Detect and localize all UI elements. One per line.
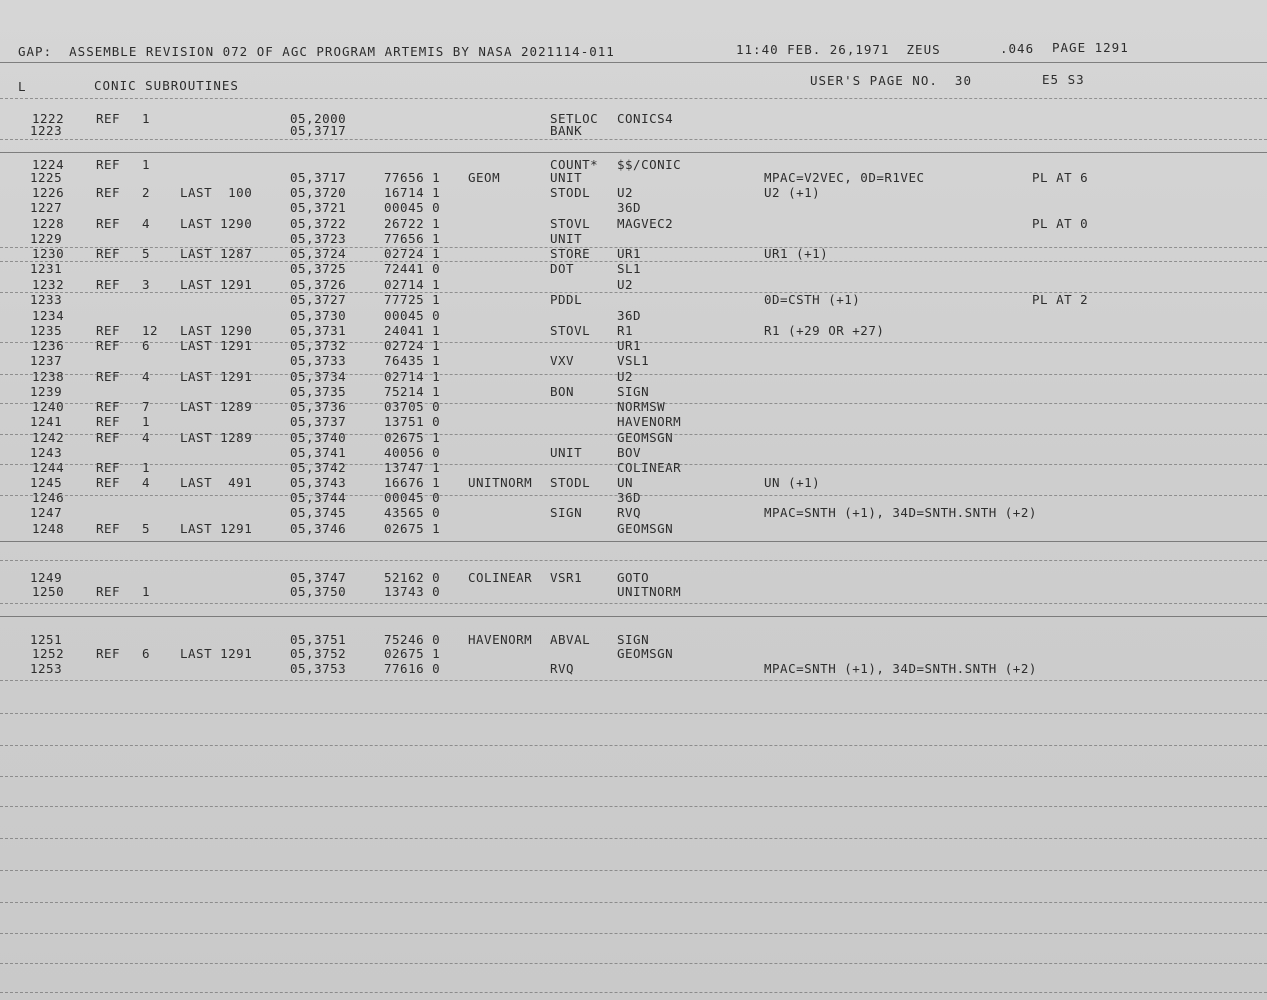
cell-ref: REF: [96, 246, 121, 261]
rule-line: [0, 745, 1267, 746]
cell-word: 00045 0: [384, 200, 441, 215]
cell-addr: 05,3723: [290, 231, 347, 246]
listing-row: [0, 414, 1267, 428]
listing-row: [0, 632, 1267, 646]
cell-ln: 1241: [30, 414, 63, 429]
cell-addr: 05,3750: [290, 584, 347, 599]
cell-ref: REF: [96, 111, 121, 126]
cell-n: 7: [142, 399, 151, 414]
cell-op: UNIT: [550, 445, 583, 460]
cell-op: ABVAL: [550, 632, 591, 647]
cell-addr: 05,3742: [290, 460, 347, 475]
cell-ln: 1242: [32, 430, 65, 445]
listing-row: [0, 170, 1267, 184]
rule-line: [0, 495, 1267, 496]
cell-ref: REF: [96, 277, 121, 292]
cell-ref: REF: [96, 338, 121, 353]
cell-last: LAST 100: [180, 185, 253, 200]
listing-row: [0, 661, 1267, 675]
cell-op: STOVL: [550, 323, 591, 338]
cell-last: LAST 491: [180, 475, 253, 490]
cell-operand: U2: [617, 277, 634, 292]
cell-comment: MPAC=SNTH (+1), 34D=SNTH.SNTH (+2): [764, 661, 1037, 676]
rule-line: [0, 62, 1267, 63]
cell-ln: 1246: [32, 490, 65, 505]
cell-ln: 1239: [30, 384, 63, 399]
ref-code: E5 S3: [1042, 72, 1085, 87]
header-time: 11:40 FEB. 26,1971 ZEUS: [736, 42, 941, 57]
cell-label: UNITNORM: [468, 475, 533, 490]
cell-comment: U2 (+1): [764, 185, 821, 200]
rule-line: [0, 434, 1267, 435]
cell-word: 43565 0: [384, 505, 441, 520]
cell-last: LAST 1290: [180, 216, 253, 231]
cell-label: GEOM: [468, 170, 501, 185]
listing-row: [0, 475, 1267, 489]
cell-last: LAST 1291: [180, 277, 253, 292]
rule-line: [0, 902, 1267, 903]
cell-ref: REF: [96, 475, 121, 490]
cell-ln: 1249: [30, 570, 63, 585]
cell-comment: UN (+1): [764, 475, 821, 490]
cell-addr: 05,3743: [290, 475, 347, 490]
cell-label: COLINEAR: [468, 570, 533, 585]
cell-comment: UR1 (+1): [764, 246, 829, 261]
listing-row: [0, 292, 1267, 306]
cell-word: 03705 0: [384, 399, 441, 414]
cell-word: 02675 1: [384, 430, 441, 445]
rule-line: [0, 261, 1267, 262]
cell-ln: 1232: [32, 277, 65, 292]
cell-op: RVQ: [550, 661, 575, 676]
cell-n: 4: [142, 430, 151, 445]
cell-last: LAST 1291: [180, 369, 253, 384]
cell-operand: UNITNORM: [617, 584, 682, 599]
header-line: GAP: ASSEMBLE REVISION 072 OF AGC PROGRAM ARTEMIS BY NASA 2021114-011: [18, 44, 615, 59]
cell-ln: 1248: [32, 521, 65, 536]
cell-addr: 05,3730: [290, 308, 347, 323]
listing-row: [0, 430, 1267, 444]
cell-word: 77616 0: [384, 661, 441, 676]
cell-ref: REF: [96, 521, 121, 536]
cell-ln: 1240: [32, 399, 65, 414]
cell-n: 6: [142, 646, 151, 661]
cell-pl: PL AT 2: [1032, 292, 1089, 307]
cell-op: PDDL: [550, 292, 583, 307]
cell-ref: REF: [96, 414, 121, 429]
cell-last: LAST 1289: [180, 399, 253, 414]
cell-last: LAST 1291: [180, 646, 253, 661]
cell-ln: 1224: [32, 157, 65, 172]
cell-addr: 05,3731: [290, 323, 347, 338]
cell-n: 1: [142, 584, 151, 599]
cell-n: 5: [142, 521, 151, 536]
cell-op: BON: [550, 384, 575, 399]
cell-ref: REF: [96, 157, 121, 172]
rule-line: [0, 560, 1267, 561]
cell-ln: 1236: [32, 338, 65, 353]
cell-ln: 1238: [32, 369, 65, 384]
cell-n: 2: [142, 185, 151, 200]
cell-ln: 1225: [30, 170, 63, 185]
cell-operand: BOV: [617, 445, 642, 460]
listing-row: [0, 399, 1267, 413]
cell-addr: 05,3741: [290, 445, 347, 460]
listing-row: [0, 353, 1267, 367]
cell-n: 12: [142, 323, 159, 338]
cell-addr: 05,3733: [290, 353, 347, 368]
cell-ref: REF: [96, 323, 121, 338]
cell-addr: 05,3747: [290, 570, 347, 585]
cell-ln: 1226: [32, 185, 65, 200]
cell-n: 1: [142, 414, 151, 429]
cell-word: 13743 0: [384, 584, 441, 599]
listing-row: [0, 490, 1267, 504]
cell-comment: MPAC=V2VEC, 0D=R1VEC: [764, 170, 925, 185]
cell-last: LAST 1287: [180, 246, 253, 261]
cell-comment: 0D=CSTH (+1): [764, 292, 861, 307]
cell-word: 77656 1: [384, 231, 441, 246]
cell-operand: GOTO: [617, 570, 650, 585]
cell-operand: VSL1: [617, 353, 650, 368]
rule-line: [0, 806, 1267, 807]
cell-operand: 36D: [617, 490, 642, 505]
cell-op: VSR1: [550, 570, 583, 585]
listing-row: [0, 445, 1267, 459]
cell-word: 26722 1: [384, 216, 441, 231]
rule-line: [0, 616, 1267, 617]
cell-addr: 05,3746: [290, 521, 347, 536]
cell-addr: 05,3737: [290, 414, 347, 429]
cell-word: 52162 0: [384, 570, 441, 585]
rule-line: [0, 403, 1267, 404]
cell-operand: 36D: [617, 200, 642, 215]
cell-last: LAST 1291: [180, 338, 253, 353]
cell-ln: 1235: [30, 323, 63, 338]
cell-op: SIGN: [550, 505, 583, 520]
rule-line: [0, 152, 1267, 153]
rule-line: [0, 963, 1267, 964]
cell-op: STODL: [550, 475, 591, 490]
cell-ln: 1237: [30, 353, 63, 368]
cell-pl: PL AT 0: [1032, 216, 1089, 231]
cell-ref: REF: [96, 646, 121, 661]
cell-word: 02724 1: [384, 338, 441, 353]
cell-addr: 05,3717: [290, 170, 347, 185]
cell-last: LAST 1291: [180, 521, 253, 536]
cell-ref: REF: [96, 185, 121, 200]
cell-op: DOT: [550, 261, 575, 276]
rule-line: [0, 713, 1267, 714]
cell-ref: REF: [96, 399, 121, 414]
cell-addr: 05,3732: [290, 338, 347, 353]
cell-word: 13747 1: [384, 460, 441, 475]
cell-operand: GEOMSGN: [617, 646, 674, 661]
rule-line: [0, 292, 1267, 293]
listing-row: [0, 384, 1267, 398]
cell-ln: 1223: [30, 123, 63, 138]
listing-row: [0, 521, 1267, 535]
cell-pl: PL AT 6: [1032, 170, 1089, 185]
listing-row: [0, 185, 1267, 199]
cell-ln: 1227: [30, 200, 63, 215]
cell-addr: 05,3724: [290, 246, 347, 261]
cell-n: 3: [142, 277, 151, 292]
header-page: PAGE 1291: [1052, 40, 1129, 55]
cell-operand: UN: [617, 475, 634, 490]
cell-operand: UR1: [617, 246, 642, 261]
cell-word: 00045 0: [384, 490, 441, 505]
cell-word: 13751 0: [384, 414, 441, 429]
cell-addr: 05,3721: [290, 200, 347, 215]
cell-word: 40056 0: [384, 445, 441, 460]
rule-line: [0, 374, 1267, 375]
section-title: CONIC SUBROUTINES: [94, 78, 239, 93]
cell-ref: REF: [96, 369, 121, 384]
cell-addr: 05,3725: [290, 261, 347, 276]
cell-ln: 1222: [32, 111, 65, 126]
listing-row: [0, 261, 1267, 275]
listing-row: [0, 323, 1267, 337]
cell-op: BANK: [550, 123, 583, 138]
cell-ln: 1229: [30, 231, 63, 246]
cell-word: 76435 1: [384, 353, 441, 368]
rule-line: [0, 139, 1267, 140]
cell-addr: 05,3753: [290, 661, 347, 676]
cell-comment: MPAC=SNTH (+1), 34D=SNTH.SNTH (+2): [764, 505, 1037, 520]
rule-line: [0, 992, 1267, 993]
rule-line: [0, 838, 1267, 839]
rule-line: [0, 680, 1267, 681]
cell-op: UNIT: [550, 231, 583, 246]
cell-n: 6: [142, 338, 151, 353]
rule-line: [0, 776, 1267, 777]
listing-row: [0, 308, 1267, 322]
cell-n: 4: [142, 475, 151, 490]
cell-word: 00045 0: [384, 308, 441, 323]
listing-row: [0, 460, 1267, 474]
cell-op: STODL: [550, 185, 591, 200]
cell-ln: 1233: [30, 292, 63, 307]
listing-row: [0, 369, 1267, 383]
cell-addr: 05,3722: [290, 216, 347, 231]
cell-word: 77656 1: [384, 170, 441, 185]
cell-addr: 05,3727: [290, 292, 347, 307]
cell-ln: 1245: [30, 475, 63, 490]
cell-ln: 1247: [30, 505, 63, 520]
cell-n: 5: [142, 246, 151, 261]
cell-word: 16676 1: [384, 475, 441, 490]
cell-word: 75214 1: [384, 384, 441, 399]
users-page: USER'S PAGE NO. 30: [810, 73, 972, 88]
cell-addr: 05,3751: [290, 632, 347, 647]
cell-ln: 1244: [32, 460, 65, 475]
rule-line: [0, 464, 1267, 465]
cell-comment: R1 (+29 OR +27): [764, 323, 885, 338]
listing-row: [0, 216, 1267, 230]
listing-row: [0, 570, 1267, 584]
cell-word: 24041 1: [384, 323, 441, 338]
listing-row: [0, 123, 1267, 137]
cell-operand: HAVENORM: [617, 414, 682, 429]
cell-operand: R1: [617, 323, 634, 338]
cell-ln: 1230: [32, 246, 65, 261]
cell-last: LAST 1290: [180, 323, 253, 338]
cell-n: 4: [142, 369, 151, 384]
listing-row: [0, 231, 1267, 245]
cell-last: LAST 1289: [180, 430, 253, 445]
cell-ln: 1234: [32, 308, 65, 323]
cell-addr: 05,3736: [290, 399, 347, 414]
cell-operand: 36D: [617, 308, 642, 323]
rule-line: [0, 247, 1267, 248]
header-code: .046: [1000, 41, 1035, 56]
listing-row: [0, 584, 1267, 598]
cell-ln: 1251: [30, 632, 63, 647]
cell-operand: NORMSW: [617, 399, 666, 414]
listing-row: [0, 277, 1267, 291]
cell-ref: REF: [96, 460, 121, 475]
listing-row: [0, 646, 1267, 660]
cell-word: 72441 0: [384, 261, 441, 276]
cell-word: 02714 1: [384, 369, 441, 384]
cell-ref: REF: [96, 216, 121, 231]
listing-row: [0, 246, 1267, 260]
cell-addr: 05,3745: [290, 505, 347, 520]
cell-word: 02724 1: [384, 246, 441, 261]
cell-n: 1: [142, 111, 151, 126]
cell-addr: 05,3734: [290, 369, 347, 384]
cell-addr: 05,3720: [290, 185, 347, 200]
cell-operand: CONICS4: [617, 111, 674, 126]
cell-operand: GEOMSGN: [617, 430, 674, 445]
cell-word: 02675 1: [384, 521, 441, 536]
cell-label: HAVENORM: [468, 632, 533, 647]
listing-row: [0, 157, 1267, 171]
cell-word: 75246 0: [384, 632, 441, 647]
cell-addr: 05,3717: [290, 123, 347, 138]
cell-addr: 05,3726: [290, 277, 347, 292]
cell-addr: 05,3740: [290, 430, 347, 445]
rule-line: [0, 98, 1267, 99]
cell-operand: SIGN: [617, 384, 650, 399]
cell-operand: SIGN: [617, 632, 650, 647]
cell-operand: GEOMSGN: [617, 521, 674, 536]
cell-ln: 1243: [30, 445, 63, 460]
cell-ref: REF: [96, 430, 121, 445]
cell-ref: REF: [96, 584, 121, 599]
listing-row: [0, 338, 1267, 352]
cell-operand: MAGVEC2: [617, 216, 674, 231]
cell-word: 02675 1: [384, 646, 441, 661]
cell-addr: 05,3744: [290, 490, 347, 505]
cell-op: COUNT*: [550, 157, 599, 172]
cell-ln: 1250: [32, 584, 65, 599]
rule-line: [0, 603, 1267, 604]
rule-line: [0, 933, 1267, 934]
cell-addr: 05,3752: [290, 646, 347, 661]
rule-line: [0, 342, 1267, 343]
cell-ln: 1252: [32, 646, 65, 661]
cell-operand: SL1: [617, 261, 642, 276]
subheader-mark: L: [18, 79, 27, 94]
cell-n: 1: [142, 157, 151, 172]
cell-ln: 1228: [32, 216, 65, 231]
cell-operand: U2: [617, 185, 634, 200]
cell-op: VXV: [550, 353, 575, 368]
cell-op: STOVL: [550, 216, 591, 231]
cell-addr: 05,3735: [290, 384, 347, 399]
cell-ln: 1231: [30, 261, 63, 276]
cell-op: UNIT: [550, 170, 583, 185]
listing-row: [0, 505, 1267, 519]
cell-addr: 05,2000: [290, 111, 347, 126]
cell-operand: UR1: [617, 338, 642, 353]
cell-operand: COLINEAR: [617, 460, 682, 475]
cell-word: 02714 1: [384, 277, 441, 292]
cell-operand: $$/CONIC: [617, 157, 682, 172]
cell-ln: 1253: [30, 661, 63, 676]
cell-word: 16714 1: [384, 185, 441, 200]
cell-op: STORE: [550, 246, 591, 261]
cell-word: 77725 1: [384, 292, 441, 307]
rule-line: [0, 870, 1267, 871]
cell-operand: RVQ: [617, 505, 642, 520]
cell-op: SETLOC: [550, 111, 599, 126]
listing-row: [0, 200, 1267, 214]
cell-n: 1: [142, 460, 151, 475]
cell-operand: U2: [617, 369, 634, 384]
rule-line: [0, 541, 1267, 542]
cell-n: 4: [142, 216, 151, 231]
